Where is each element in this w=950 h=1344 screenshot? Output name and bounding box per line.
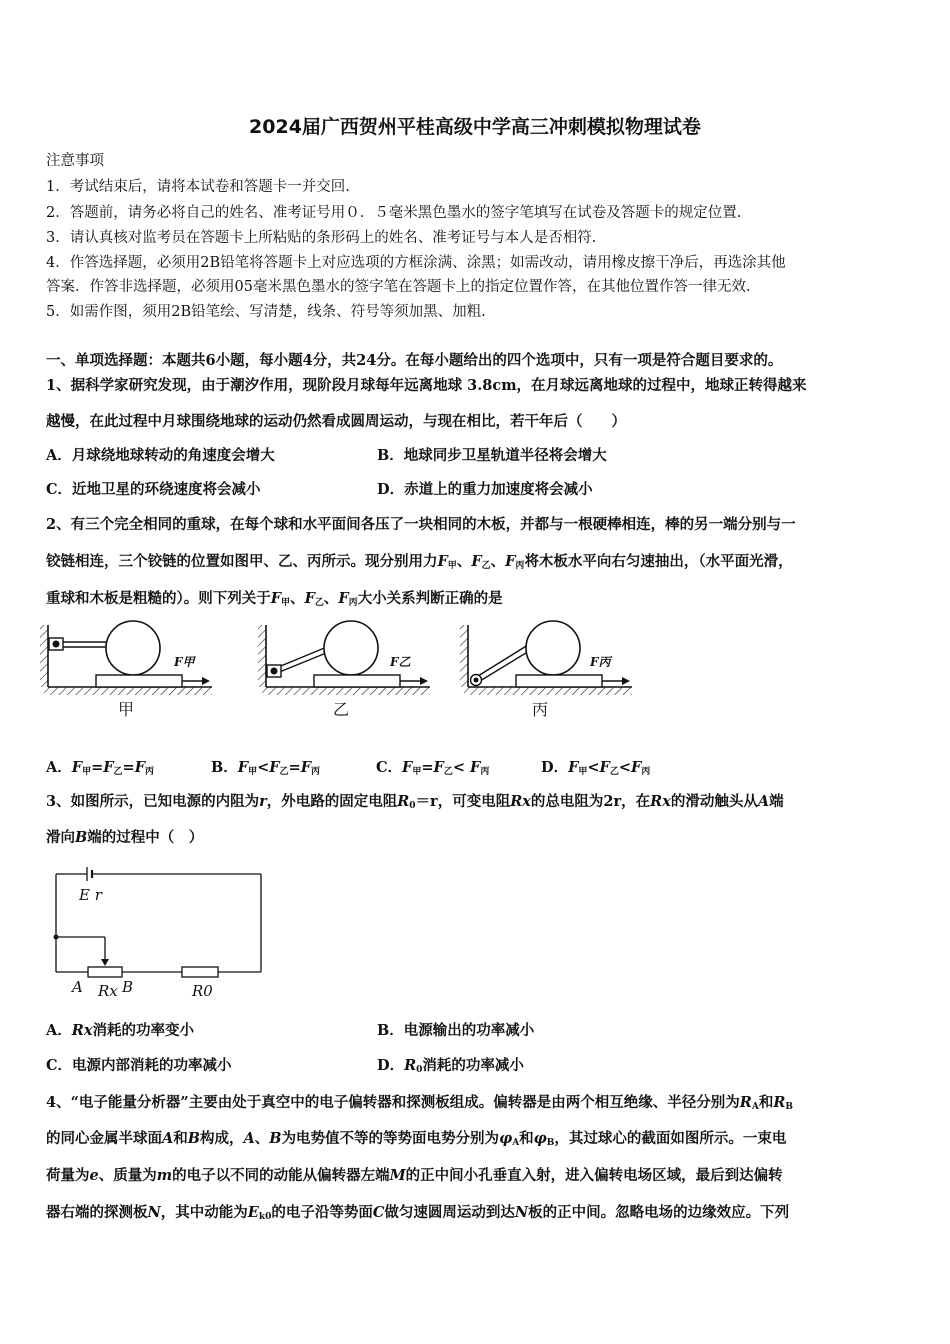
circuit-label-r0: R0: [192, 982, 213, 1000]
figure-label-bing: 丙: [532, 700, 549, 719]
question-4-text: 器右端的探测板N，其中动能为$E_{k0}$的电子沿等势面C做匀速圆周运动到达N板的正中间。忽略电场的边缘效应。下列: [46, 1204, 790, 1222]
notice-item: 5．如需作图，须用2B铅笔绘、写清楚，线条、符号等须加黑、加粗.: [46, 304, 486, 320]
figure-yi: [258, 621, 430, 719]
q1-option-b: B．地球同步卫星轨道半径将会增大: [377, 447, 607, 464]
q3-option-a: A．Rx消耗的功率变小: [46, 1022, 194, 1039]
notice-heading: 注意事项: [46, 153, 104, 169]
figure-label-yi: 乙: [333, 700, 350, 719]
question-4-text: 荷量为e、质量为m的电子以不同的动能从偏转器左端M的正中间小孔垂直入射，进入偏转电场区域，最后到达偏转: [46, 1167, 783, 1184]
q3-option-b: B．电源输出的功率减小: [377, 1022, 535, 1039]
notice-item: 3．请认真核对监考员在答题卡上所粘贴的条形码上的姓名、准考证号与本人是否相符.: [46, 230, 597, 246]
q2-option-b: B．$F_甲<F_乙=F_丙$: [211, 759, 321, 777]
circuit-source-label: E r: [79, 886, 102, 904]
q1-option-c: C．近地卫星的环绕速度将会减小: [46, 481, 261, 498]
q2-option-c: C．$F_甲=F_乙< F_丙$: [376, 759, 490, 777]
question-2-text: 重球和木板是粗糙的）。则下列关于$F_甲$、$F_乙$、$F_丙$大小关系判断正确的是: [46, 590, 503, 608]
figure-bing: [460, 621, 632, 719]
force-label-jia: F甲: [174, 655, 195, 669]
figure-label-jia: 甲: [118, 700, 135, 719]
notice-item: 答案．作答非选择题，必须用05毫米黑色墨水的签字笔在答题卡上的指定位置作答，在其他位置作答一律无效.: [46, 279, 751, 295]
page-title: 2024届广西贺州平桂高级中学高三冲刺模拟物理试卷: [249, 116, 701, 138]
question-1-text: 越慢，在此过程中月球围绕地球的运动仍然看成圆周运动，与现在相比，若干年后（ ）: [46, 413, 626, 430]
q3-circuit: [46, 862, 276, 1002]
question-4-text: 的同心金属半球面A和B构成，A、B为电势值不等的等势面电势分别为$\varphi_A$和$\varphi_B$，其过球心的截面如图所示。一束电: [46, 1130, 787, 1148]
q2-figure: [40, 620, 640, 725]
circuit-label-b: B: [122, 978, 134, 996]
question-2-text: 2、有三个完全相同的重球，在每个球和水平面间各压了一块相同的木板，并都与一根硬棒相连，棒的另一端分别与一: [46, 516, 796, 533]
question-4-text: 4、“电子能量分析器”主要由处于真空中的电子偏转器和探测板组成。偏转器是由两个相互绝缘、半径分别为$R_A$和$R_B$: [46, 1094, 793, 1112]
force-label-bing: F丙: [590, 655, 611, 669]
notice-item: 2．答题前，请务必将自己的姓名、准考证号用０．５毫米黑色墨水的签字笔填写在试卷及答题卡的规定位置.: [46, 205, 742, 221]
section-heading: 一、单项选择题：本题共6小题，每小题4分，共24分。在每小题给出的四个选项中，只有一项是符合题目要求的。: [46, 352, 783, 369]
question-3-text: 滑向B端的过程中（ ）: [46, 829, 204, 846]
q2-option-d: D．$F_甲<F_乙<F_丙$: [541, 759, 651, 777]
q1-option-a: A．月球绕地球转动的角速度会增大: [46, 447, 275, 464]
figure-jia: [40, 621, 212, 719]
circuit-label-rx: Rx: [98, 982, 118, 1000]
question-2-text: 铰链相连，三个铰链的位置如图甲、乙、丙所示。现分别用力$F_甲$、$F_乙$、$F_丙$将木板水平向右匀速抽出，（水平面光滑，: [46, 553, 793, 571]
question-1-text: 1、据科学家研究发现，由于潮汐作用，现阶段月球每年远离地球 3.8cm，在月球远离地球的过程中，地球正转得越来: [46, 377, 807, 394]
q3-option-d: D．$R_0$消耗的功率减小: [377, 1057, 524, 1075]
q3-option-c: C．电源内部消耗的功率减小: [46, 1057, 232, 1074]
force-label-yi: F乙: [390, 655, 411, 669]
question-3-text: 3、如图所示，已知电源的内阻为r，外电路的固定电阻$R_0=r$，可变电阻Rx的总电阻为2r，在Rx的滑动触头从A端: [46, 793, 784, 811]
q1-option-d: D．赤道上的重力加速度将会减小: [377, 481, 593, 498]
notice-item: 4．作答选择题，必须用2B铅笔将答题卡上对应选项的方框涂满、涂黑；如需改动，请用橡皮擦干净后，再选涂其他: [46, 255, 786, 271]
q2-option-a: A．$F_甲=F_乙=F_丙$: [46, 759, 155, 777]
circuit-label-a: A: [72, 978, 83, 996]
notice-item: 1．考试结束后，请将本试卷和答题卡一并交回.: [46, 179, 350, 195]
